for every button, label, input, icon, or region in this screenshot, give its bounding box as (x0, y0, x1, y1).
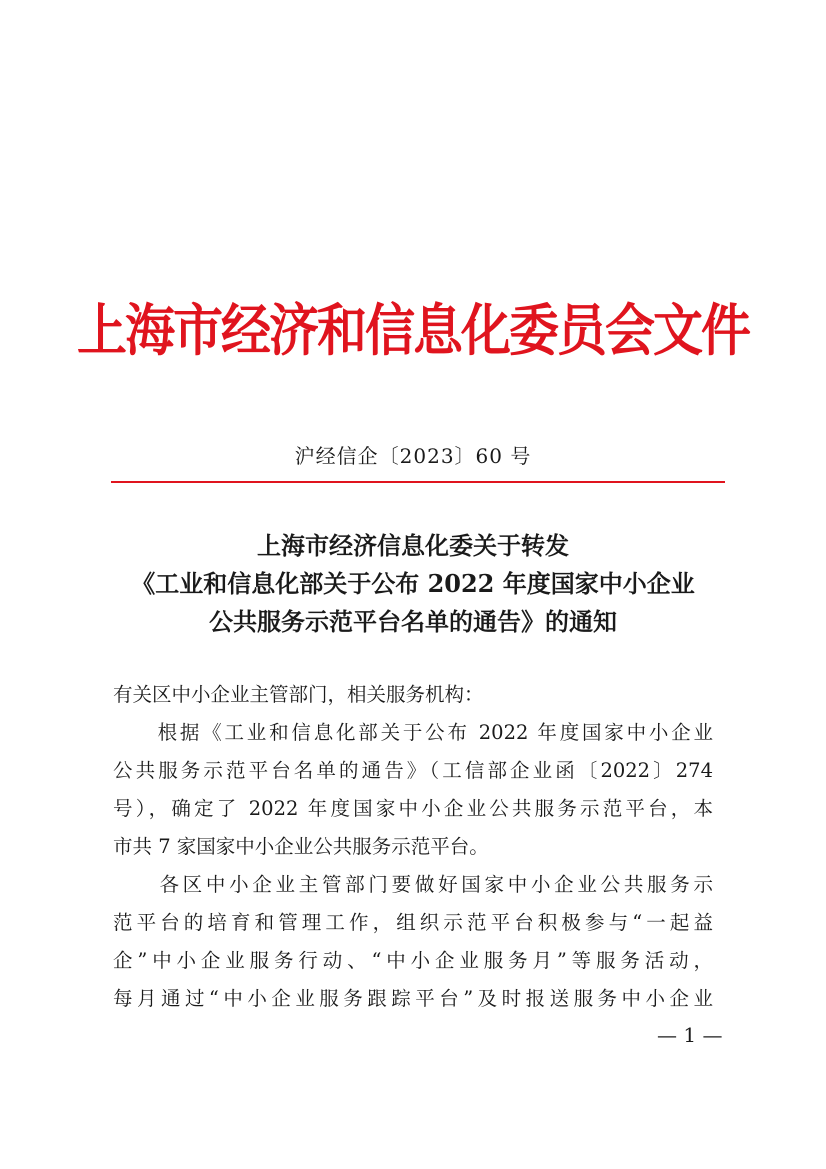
body-text (113, 676, 713, 1018)
paragraph-1-line-3: 号），确定了 2022 年度国家中小企业公共服务示范平台，本 (113, 797, 713, 820)
paragraph-2-line-1: 各区中小企业主管部门要做好国家中小企业公共服务示 (113, 873, 713, 896)
title-line-2: 《工业和信息化部关于公布 2022 年度国家中小企业 (131, 569, 695, 598)
notice-title (100, 527, 726, 641)
paragraph-2-line-2: 范平台的培育和管理工作，组织示范平台积极参与“一起益 (113, 911, 713, 934)
masthead-title: 上海市经济和信息化委员会文件 (77, 298, 749, 364)
paragraph-1-line-4: 市共 7 家国家中小企业公共服务示范平台。 (113, 835, 489, 858)
paragraph-1-line-2: 公共服务示范平台名单的通告》（工信部企业函〔2022〕274 (113, 759, 713, 782)
salutation: 有关区中小企业主管部门，相关服务机构： (113, 683, 484, 706)
paragraph-1-line-1: 根据《工业和信息化部关于公布 2022 年度国家中小企业 (113, 721, 713, 744)
red-divider-line (111, 481, 725, 483)
title-line-3: 公共服务示范平台名单的通告》的通知 (209, 607, 617, 636)
title-line-1: 上海市经济信息化委关于转发 (257, 531, 569, 560)
document-number: 沪经信企〔2023〕60 号 (294, 444, 532, 468)
paragraph-2-line-3: 企”中小企业服务行动、“中小企业服务月”等服务活动， (113, 949, 713, 972)
page-number: — 1 — (657, 1023, 723, 1047)
paragraph-2-line-4: 每月通过“中小企业服务跟踪平台”及时报送服务中小企业 (113, 987, 713, 1010)
